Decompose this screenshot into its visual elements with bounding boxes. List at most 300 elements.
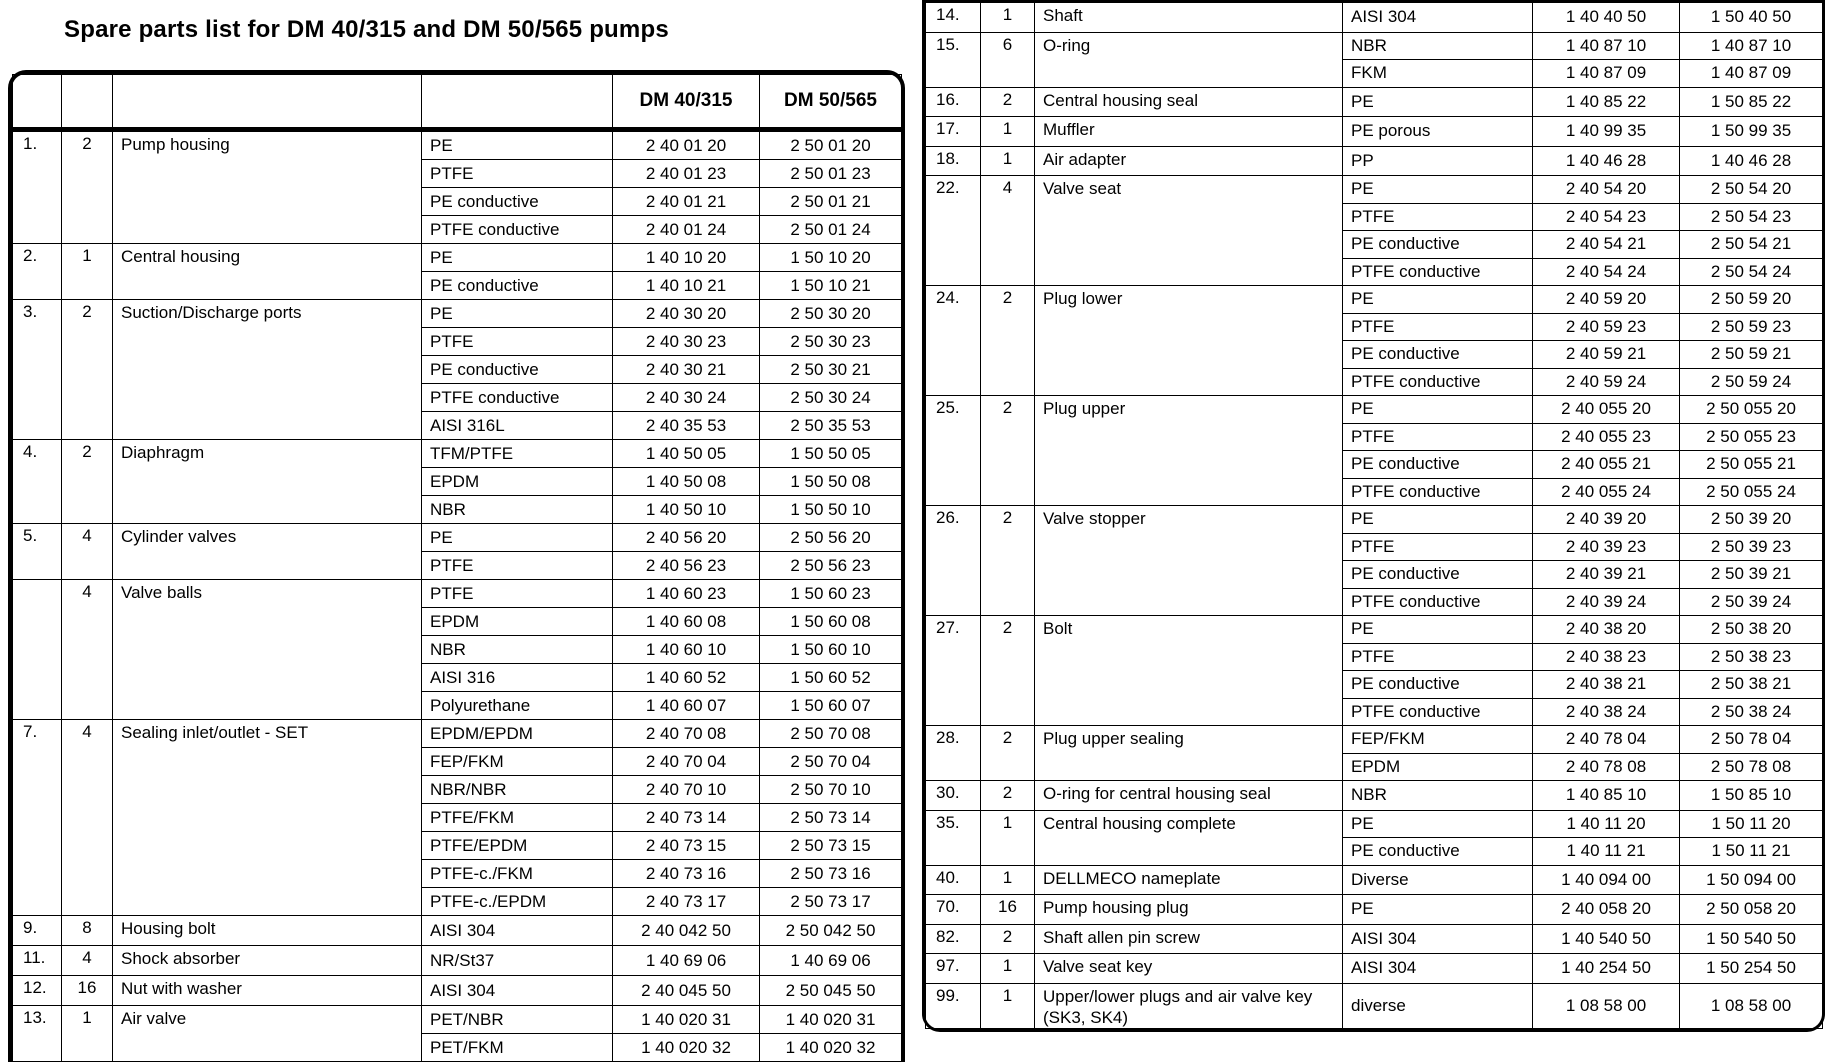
- cell-code-dm40: 1 40 094 00: [1533, 865, 1680, 895]
- cell-code-dm50: 1 50 50 08: [760, 468, 902, 496]
- cell-code-dm50: 2 50 058 20: [1680, 895, 1823, 925]
- cell-code-dm40: 2 40 70 04: [613, 748, 760, 776]
- cell-material: PE conductive: [422, 272, 613, 300]
- cell-quantity: 4: [62, 580, 113, 720]
- cell-material: EPDM: [422, 468, 613, 496]
- cell-code-dm50: 2 50 38 21: [1680, 671, 1823, 699]
- cell-code-dm50: 2 50 54 20: [1680, 176, 1823, 204]
- cell-quantity: 1: [62, 244, 113, 300]
- cell-code-dm50: 2 50 59 21: [1680, 341, 1823, 369]
- cell-code-dm50: 1 40 020 31: [760, 1006, 902, 1034]
- cell-part-name: Valve stopper: [1035, 506, 1343, 616]
- cell-material: PP: [1343, 146, 1533, 176]
- cell-code-dm40: 2 40 73 15: [613, 832, 760, 860]
- cell-item-no: 1.: [13, 130, 62, 244]
- cell-code-dm40: 2 40 39 23: [1533, 533, 1680, 561]
- cell-part-name: O-ring: [1035, 32, 1343, 87]
- header-name: [113, 75, 422, 130]
- cell-code-dm50: 1 40 69 06: [760, 946, 902, 976]
- cell-code-dm40: 1 40 85 22: [1533, 87, 1680, 117]
- cell-code-dm40: 1 40 60 23: [613, 580, 760, 608]
- left-parts-table: [8, 70, 905, 1062]
- cell-code-dm50: 2 50 56 23: [760, 552, 902, 580]
- table-row: [926, 146, 1823, 176]
- cell-item-no: 15.: [926, 32, 981, 87]
- cell-code-dm50: 1 50 85 10: [1680, 781, 1823, 811]
- cell-quantity: 2: [62, 440, 113, 524]
- cell-code-dm50: 1 50 11 21: [1680, 838, 1823, 866]
- cell-code-dm40: 1 40 540 50: [1533, 924, 1680, 954]
- table-row: [926, 117, 1823, 147]
- cell-material: EPDM: [422, 608, 613, 636]
- cell-part-name: Bolt: [1035, 616, 1343, 726]
- cell-code-dm50: 2 50 39 21: [1680, 561, 1823, 589]
- cell-material: PTFE conductive: [1343, 368, 1533, 396]
- cell-code-dm40: 2 40 54 23: [1533, 203, 1680, 231]
- cell-part-name: Plug upper sealing: [1035, 726, 1343, 781]
- cell-material: PTFE: [422, 580, 613, 608]
- cell-part-name: Housing bolt: [113, 916, 422, 946]
- cell-code-dm50: 2 50 38 20: [1680, 616, 1823, 644]
- cell-code-dm40: 2 40 055 21: [1533, 451, 1680, 479]
- cell-material: NBR: [1343, 32, 1533, 60]
- cell-code-dm50: 1 40 46 28: [1680, 146, 1823, 176]
- cell-quantity: 2: [62, 130, 113, 244]
- cell-code-dm40: 2 40 70 10: [613, 776, 760, 804]
- right-parts-table: [922, 0, 1825, 1032]
- cell-code-dm50: 2 50 78 08: [1680, 753, 1823, 781]
- cell-code-dm50: 2 50 54 24: [1680, 258, 1823, 286]
- cell-quantity: 2: [981, 396, 1035, 506]
- cell-code-dm40: 2 40 30 21: [613, 356, 760, 384]
- table-row: [13, 1006, 902, 1034]
- cell-material: PE: [1343, 286, 1533, 314]
- cell-code-dm50: 2 50 70 10: [760, 776, 902, 804]
- cell-code-dm40: 2 40 39 20: [1533, 506, 1680, 534]
- cell-code-dm50: 2 50 78 04: [1680, 726, 1823, 754]
- cell-code-dm50: 2 50 56 20: [760, 524, 902, 552]
- cell-quantity: 1: [981, 954, 1035, 984]
- cell-code-dm50: 1 50 094 00: [1680, 865, 1823, 895]
- cell-material: TFM/PTFE: [422, 440, 613, 468]
- cell-code-dm50: 1 40 87 10: [1680, 32, 1823, 60]
- cell-material: PE: [1343, 396, 1533, 424]
- cell-item-no: 35.: [926, 810, 981, 865]
- cell-part-name: Cylinder valves: [113, 524, 422, 580]
- cell-code-dm50: 2 50 30 24: [760, 384, 902, 412]
- cell-quantity: 2: [981, 286, 1035, 396]
- cell-code-dm50: 1 50 540 50: [1680, 924, 1823, 954]
- cell-code-dm50: 2 50 055 24: [1680, 478, 1823, 506]
- cell-item-no: 7.: [13, 720, 62, 916]
- cell-material: PE: [1343, 176, 1533, 204]
- cell-code-dm50: 2 50 055 20: [1680, 396, 1823, 424]
- cell-code-dm50: 2 50 70 04: [760, 748, 902, 776]
- cell-code-dm40: 1 40 46 28: [1533, 146, 1680, 176]
- cell-quantity: 2: [981, 87, 1035, 117]
- header-material: [422, 75, 613, 130]
- table-row: [926, 176, 1823, 204]
- cell-material: PE: [1343, 810, 1533, 838]
- cell-material: AISI 304: [1343, 924, 1533, 954]
- table-row: [13, 580, 902, 608]
- table-row: [926, 924, 1823, 954]
- cell-part-name: Valve balls: [113, 580, 422, 720]
- cell-material: AISI 304: [1343, 3, 1533, 33]
- cell-material: NBR: [422, 636, 613, 664]
- cell-quantity: 1: [62, 1006, 113, 1062]
- cell-code-dm50: 1 50 60 10: [760, 636, 902, 664]
- cell-code-dm40: 1 40 87 10: [1533, 32, 1680, 60]
- cell-code-dm50: 1 50 60 23: [760, 580, 902, 608]
- cell-code-dm50: 2 50 39 20: [1680, 506, 1823, 534]
- cell-material: PTFE conductive: [1343, 588, 1533, 616]
- table-row: [926, 895, 1823, 925]
- cell-code-dm50: 2 50 54 23: [1680, 203, 1823, 231]
- cell-code-dm40: 2 40 73 14: [613, 804, 760, 832]
- cell-item-no: 18.: [926, 146, 981, 176]
- cell-quantity: 16: [62, 976, 113, 1006]
- cell-part-name: Air valve: [113, 1006, 422, 1062]
- cell-item-no: 17.: [926, 117, 981, 147]
- cell-item-no: 5.: [13, 524, 62, 580]
- cell-code-dm40: 2 40 39 24: [1533, 588, 1680, 616]
- cell-code-dm50: 2 50 38 24: [1680, 698, 1823, 726]
- header-dm50-565: DM 50/565: [760, 75, 902, 130]
- cell-part-name: Plug upper: [1035, 396, 1343, 506]
- cell-part-name: Shock absorber: [113, 946, 422, 976]
- cell-code-dm50: 1 50 40 50: [1680, 3, 1823, 33]
- cell-material: PTFE conductive: [422, 384, 613, 412]
- cell-item-no: 24.: [926, 286, 981, 396]
- table-row: [926, 32, 1823, 60]
- header-no: [13, 75, 62, 130]
- cell-material: PTFE conductive: [1343, 478, 1533, 506]
- cell-quantity: 1: [981, 810, 1035, 865]
- cell-code-dm40: 1 40 020 32: [613, 1034, 760, 1062]
- cell-material: AISI 316L: [422, 412, 613, 440]
- cell-code-dm40: 2 40 78 08: [1533, 753, 1680, 781]
- cell-code-dm50: 1 50 99 35: [1680, 117, 1823, 147]
- cell-material: Polyurethane: [422, 692, 613, 720]
- cell-item-no: 11.: [13, 946, 62, 976]
- cell-quantity: 6: [981, 32, 1035, 87]
- cell-part-name: Valve seat key: [1035, 954, 1343, 984]
- table-row: [13, 440, 902, 468]
- cell-code-dm40: 1 40 99 35: [1533, 117, 1680, 147]
- cell-material: NBR: [422, 496, 613, 524]
- cell-material: PTFE conductive: [1343, 258, 1533, 286]
- cell-material: PTFE: [422, 160, 613, 188]
- cell-code-dm50: 1 40 87 09: [1680, 60, 1823, 88]
- cell-code-dm40: 2 40 73 17: [613, 888, 760, 916]
- cell-quantity: 16: [981, 895, 1035, 925]
- cell-item-no: 99.: [926, 983, 981, 1028]
- cell-code-dm50: 1 50 50 05: [760, 440, 902, 468]
- cell-item-no: 70.: [926, 895, 981, 925]
- cell-part-name: Plug lower: [1035, 286, 1343, 396]
- cell-item-no: 28.: [926, 726, 981, 781]
- cell-code-dm40: 2 40 01 20: [613, 130, 760, 160]
- cell-item-no: [13, 580, 62, 720]
- cell-part-name: Valve seat: [1035, 176, 1343, 286]
- cell-code-dm40: 1 40 85 10: [1533, 781, 1680, 811]
- cell-quantity: 2: [981, 781, 1035, 811]
- cell-item-no: 82.: [926, 924, 981, 954]
- cell-code-dm50: 2 50 30 21: [760, 356, 902, 384]
- cell-code-dm50: 2 50 38 23: [1680, 643, 1823, 671]
- cell-code-dm50: 2 50 01 24: [760, 216, 902, 244]
- cell-quantity: 1: [981, 146, 1035, 176]
- cell-material: EPDM: [1343, 753, 1533, 781]
- cell-part-name: Shaft: [1035, 3, 1343, 33]
- cell-material: PTFE: [1343, 533, 1533, 561]
- cell-material: PE conductive: [1343, 451, 1533, 479]
- page-title: Spare parts list for DM 40/315 and DM 50/565 pumps: [64, 16, 669, 43]
- table-row: [926, 726, 1823, 754]
- cell-quantity: 4: [62, 720, 113, 916]
- cell-code-dm50: 2 50 70 08: [760, 720, 902, 748]
- table-row: [926, 865, 1823, 895]
- cell-code-dm50: 1 50 10 20: [760, 244, 902, 272]
- cell-part-name: Pump housing plug: [1035, 895, 1343, 925]
- table-row: [13, 916, 902, 946]
- cell-quantity: 1: [981, 117, 1035, 147]
- cell-material: NBR/NBR: [422, 776, 613, 804]
- cell-code-dm50: 2 50 055 23: [1680, 423, 1823, 451]
- cell-code-dm40: 1 40 60 10: [613, 636, 760, 664]
- cell-code-dm50: 2 50 59 23: [1680, 313, 1823, 341]
- cell-item-no: 97.: [926, 954, 981, 984]
- cell-code-dm40: 2 40 01 23: [613, 160, 760, 188]
- cell-item-no: 25.: [926, 396, 981, 506]
- cell-item-no: 3.: [13, 300, 62, 440]
- cell-code-dm40: 2 40 38 24: [1533, 698, 1680, 726]
- cell-material: PTFE/FKM: [422, 804, 613, 832]
- cell-material: PET/NBR: [422, 1006, 613, 1034]
- cell-code-dm40: 1 40 87 09: [1533, 60, 1680, 88]
- cell-code-dm50: 2 50 30 23: [760, 328, 902, 356]
- cell-material: PTFE: [1343, 423, 1533, 451]
- table-row: [13, 976, 902, 1006]
- cell-material: PE: [1343, 87, 1533, 117]
- cell-code-dm40: 2 40 59 24: [1533, 368, 1680, 396]
- cell-code-dm50: 2 50 59 24: [1680, 368, 1823, 396]
- cell-quantity: 2: [981, 924, 1035, 954]
- cell-code-dm40: 2 40 59 23: [1533, 313, 1680, 341]
- cell-material: PTFE: [422, 328, 613, 356]
- cell-code-dm40: 2 40 38 21: [1533, 671, 1680, 699]
- table-row: [13, 300, 902, 328]
- cell-item-no: 16.: [926, 87, 981, 117]
- cell-code-dm50: 2 50 055 21: [1680, 451, 1823, 479]
- cell-code-dm40: 2 40 055 20: [1533, 396, 1680, 424]
- cell-material: PE conductive: [1343, 671, 1533, 699]
- cell-quantity: 2: [981, 616, 1035, 726]
- cell-material: PE: [422, 244, 613, 272]
- cell-material: AISI 304: [1343, 954, 1533, 984]
- cell-material: FKM: [1343, 60, 1533, 88]
- cell-part-name: Diaphragm: [113, 440, 422, 524]
- header-qty: [62, 75, 113, 130]
- cell-code-dm50: 2 50 30 20: [760, 300, 902, 328]
- cell-code-dm40: 1 40 40 50: [1533, 3, 1680, 33]
- cell-item-no: 14.: [926, 3, 981, 33]
- cell-code-dm50: 2 50 01 23: [760, 160, 902, 188]
- cell-material: PTFE-c./EPDM: [422, 888, 613, 916]
- cell-material: PTFE: [1343, 643, 1533, 671]
- cell-item-no: 13.: [13, 1006, 62, 1062]
- cell-quantity: 4: [62, 524, 113, 580]
- cell-code-dm40: 2 40 56 20: [613, 524, 760, 552]
- cell-code-dm40: 2 40 39 21: [1533, 561, 1680, 589]
- cell-part-name: Shaft allen pin screw: [1035, 924, 1343, 954]
- cell-code-dm40: 2 40 35 53: [613, 412, 760, 440]
- table-row: [926, 286, 1823, 314]
- cell-material: PE conductive: [422, 356, 613, 384]
- table-row: [13, 720, 902, 748]
- cell-material: FEP/FKM: [422, 748, 613, 776]
- cell-code-dm40: 2 40 045 50: [613, 976, 760, 1006]
- cell-code-dm40: 1 40 60 08: [613, 608, 760, 636]
- cell-item-no: 4.: [13, 440, 62, 524]
- cell-code-dm50: 1 50 254 50: [1680, 954, 1823, 984]
- table-row: [926, 810, 1823, 838]
- cell-code-dm50: 1 40 020 32: [760, 1034, 902, 1062]
- cell-code-dm40: 2 40 30 20: [613, 300, 760, 328]
- table-row: [13, 244, 902, 272]
- table-row: [13, 524, 902, 552]
- cell-material: PTFE conductive: [1343, 698, 1533, 726]
- cell-code-dm50: 1 50 50 10: [760, 496, 902, 524]
- cell-item-no: 30.: [926, 781, 981, 811]
- cell-material: PE: [422, 524, 613, 552]
- cell-code-dm50: 1 50 10 21: [760, 272, 902, 300]
- cell-code-dm40: 1 40 10 21: [613, 272, 760, 300]
- table-row: [926, 506, 1823, 534]
- cell-material: PE: [422, 130, 613, 160]
- cell-code-dm50: 2 50 59 20: [1680, 286, 1823, 314]
- cell-material: PE: [1343, 616, 1533, 644]
- cell-material: PE conductive: [1343, 838, 1533, 866]
- cell-code-dm40: 2 40 59 21: [1533, 341, 1680, 369]
- table-row: [926, 983, 1823, 1028]
- cell-material: FEP/FKM: [1343, 726, 1533, 754]
- cell-material: PE conductive: [1343, 561, 1533, 589]
- cell-code-dm40: 2 40 59 20: [1533, 286, 1680, 314]
- header-row: [13, 75, 902, 130]
- cell-material: PE: [1343, 506, 1533, 534]
- cell-code-dm40: 1 40 50 10: [613, 496, 760, 524]
- cell-code-dm40: 1 08 58 00: [1533, 983, 1680, 1028]
- cell-material: diverse: [1343, 983, 1533, 1028]
- cell-item-no: 2.: [13, 244, 62, 300]
- cell-code-dm50: 1 50 85 22: [1680, 87, 1823, 117]
- cell-material: EPDM/EPDM: [422, 720, 613, 748]
- cell-code-dm50: 1 08 58 00: [1680, 983, 1823, 1028]
- cell-part-name: O-ring for central housing seal: [1035, 781, 1343, 811]
- cell-code-dm40: 1 40 254 50: [1533, 954, 1680, 984]
- cell-code-dm50: 2 50 54 21: [1680, 231, 1823, 259]
- cell-code-dm40: 2 40 042 50: [613, 916, 760, 946]
- table-row: [926, 87, 1823, 117]
- cell-part-name: Muffler: [1035, 117, 1343, 147]
- cell-material: PE conductive: [1343, 341, 1533, 369]
- cell-code-dm40: 2 40 30 23: [613, 328, 760, 356]
- cell-item-no: 26.: [926, 506, 981, 616]
- cell-code-dm40: 1 40 60 07: [613, 692, 760, 720]
- cell-quantity: 1: [981, 865, 1035, 895]
- cell-code-dm40: 2 40 73 16: [613, 860, 760, 888]
- cell-material: AISI 304: [422, 916, 613, 946]
- cell-material: PTFE: [1343, 313, 1533, 341]
- cell-material: PE: [422, 300, 613, 328]
- cell-code-dm40: 1 40 10 20: [613, 244, 760, 272]
- cell-code-dm40: 2 40 055 24: [1533, 478, 1680, 506]
- cell-code-dm40: 2 40 01 24: [613, 216, 760, 244]
- cell-material: AISI 316: [422, 664, 613, 692]
- cell-code-dm50: 1 50 60 07: [760, 692, 902, 720]
- cell-quantity: 4: [62, 946, 113, 976]
- table-row: [13, 946, 902, 976]
- cell-material: PE porous: [1343, 117, 1533, 147]
- cell-code-dm50: 2 50 73 14: [760, 804, 902, 832]
- cell-item-no: 27.: [926, 616, 981, 726]
- cell-material: Diverse: [1343, 865, 1533, 895]
- cell-code-dm50: 2 50 35 53: [760, 412, 902, 440]
- cell-part-name: Central housing seal: [1035, 87, 1343, 117]
- cell-code-dm50: 2 50 042 50: [760, 916, 902, 946]
- cell-part-name: Central housing: [113, 244, 422, 300]
- cell-code-dm40: 2 40 56 23: [613, 552, 760, 580]
- cell-material: PTFE: [1343, 203, 1533, 231]
- cell-code-dm40: 1 40 020 31: [613, 1006, 760, 1034]
- cell-code-dm40: 2 40 54 24: [1533, 258, 1680, 286]
- cell-code-dm50: 2 50 73 15: [760, 832, 902, 860]
- cell-quantity: 8: [62, 916, 113, 946]
- header-dm40-315: DM 40/315: [613, 75, 760, 130]
- cell-item-no: 12.: [13, 976, 62, 1006]
- cell-code-dm50: 2 50 045 50: [760, 976, 902, 1006]
- cell-material: PTFE-c./FKM: [422, 860, 613, 888]
- cell-material: PE conductive: [422, 188, 613, 216]
- cell-code-dm40: 2 40 54 20: [1533, 176, 1680, 204]
- cell-material: NR/St37: [422, 946, 613, 976]
- cell-quantity: 1: [981, 983, 1035, 1028]
- table-row: [13, 130, 902, 160]
- cell-material: PET/FKM: [422, 1034, 613, 1062]
- cell-item-no: 9.: [13, 916, 62, 946]
- cell-code-dm40: 2 40 058 20: [1533, 895, 1680, 925]
- cell-code-dm40: 1 40 50 05: [613, 440, 760, 468]
- cell-part-name: Nut with washer: [113, 976, 422, 1006]
- cell-part-name: Suction/Discharge ports: [113, 300, 422, 440]
- cell-quantity: 4: [981, 176, 1035, 286]
- cell-code-dm40: 1 40 69 06: [613, 946, 760, 976]
- cell-code-dm40: 2 40 38 20: [1533, 616, 1680, 644]
- cell-part-name: Pump housing: [113, 130, 422, 244]
- table-row: [926, 781, 1823, 811]
- cell-part-name: Air adapter: [1035, 146, 1343, 176]
- cell-code-dm40: 1 40 50 08: [613, 468, 760, 496]
- cell-material: PE conductive: [1343, 231, 1533, 259]
- cell-material: PTFE/EPDM: [422, 832, 613, 860]
- cell-code-dm40: 2 40 54 21: [1533, 231, 1680, 259]
- cell-code-dm50: 2 50 01 21: [760, 188, 902, 216]
- cell-part-name: Upper/lower plugs and air valve key (SK3, SK4): [1035, 983, 1343, 1028]
- cell-code-dm50: 2 50 01 20: [760, 130, 902, 160]
- cell-code-dm50: 2 50 73 16: [760, 860, 902, 888]
